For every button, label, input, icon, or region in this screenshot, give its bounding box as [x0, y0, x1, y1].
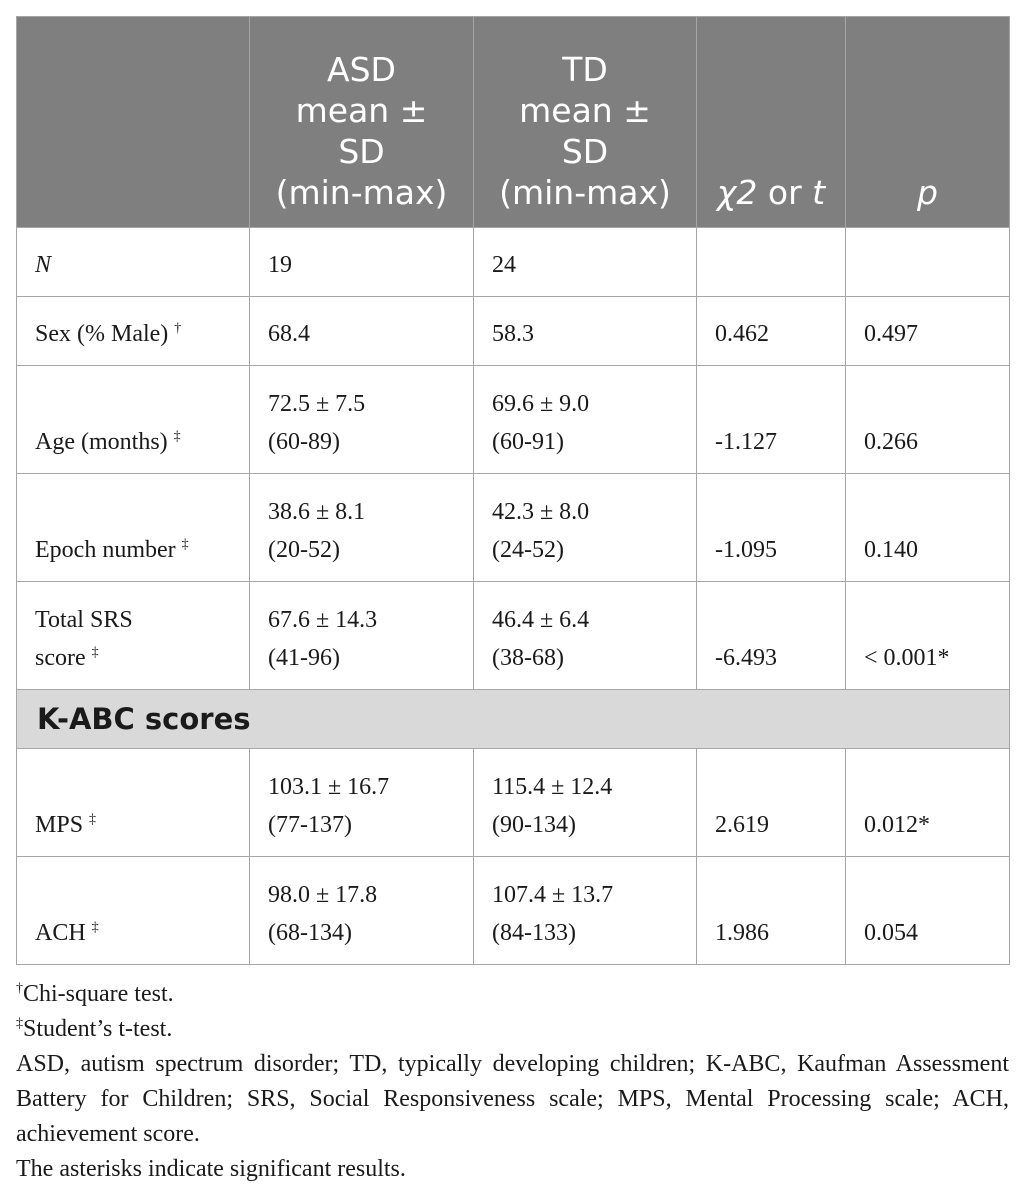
asd-range: (60-89) — [268, 429, 340, 455]
asd-range: (20-52) — [268, 537, 340, 563]
footnote-abbreviations: ASD, autism spectrum disorder; TD, typically developing children; K-ABC, Kaufman Assessment Battery for Children; SRS, Social Responsiveness scale; MPS, Mental Processing scale; ACH, achievement score. — [16, 1051, 1009, 1147]
td-mean-sd: 46.4 ± 6.4 — [492, 607, 590, 633]
stat-cell: 0.462 — [697, 297, 846, 366]
stat-cell: -1.127 — [697, 366, 846, 474]
asd-mean-sd: 38.6 ± 8.1 — [268, 499, 366, 525]
row-label-line: score — [35, 645, 92, 671]
footnote-asterisks: The asterisks indicate significant results. — [16, 1156, 406, 1182]
header-td-line: mean ± — [519, 91, 651, 130]
row-label-text: Sex (% Male) — [35, 321, 175, 347]
stat-cell: 1.986 — [697, 857, 846, 965]
asd-mean-sd: 103.1 ± 16.7 — [268, 774, 390, 800]
row-label — [17, 857, 250, 965]
row-label-text: Age (months) — [35, 429, 174, 455]
td-value: 58.3 — [492, 321, 534, 347]
stat-cell: 2.619 — [697, 749, 846, 857]
header-td-line: (min-max) — [499, 173, 671, 212]
header-t: t — [812, 173, 826, 212]
footnote-marker: ‡ — [181, 537, 189, 552]
header-td — [474, 17, 697, 228]
row-label-text: MPS — [35, 812, 90, 838]
td-range: (90-134) — [492, 812, 576, 838]
asd-cell — [250, 297, 474, 366]
td-cell — [474, 582, 697, 690]
table-row — [17, 366, 1010, 474]
asd-range: (68-134) — [268, 920, 352, 946]
table-row — [17, 228, 1010, 297]
header-td-line: TD — [562, 50, 608, 89]
footnote-text: Chi-square test. — [23, 981, 174, 1007]
row-label — [17, 228, 250, 297]
header-statistic — [697, 17, 846, 228]
td-cell — [474, 297, 697, 366]
row-label — [17, 366, 250, 474]
td-mean-sd: 42.3 ± 8.0 — [492, 499, 590, 525]
p-cell: 0.266 — [846, 366, 1010, 474]
td-range: (24-52) — [492, 537, 564, 563]
td-range: (38-68) — [492, 645, 564, 671]
header-row — [17, 17, 1010, 228]
table-row — [17, 582, 1010, 690]
row-label — [17, 749, 250, 857]
table-row — [17, 857, 1010, 965]
header-p-value — [846, 17, 1010, 228]
header-asd — [250, 17, 474, 228]
row-label — [17, 474, 250, 582]
asd-cell — [250, 582, 474, 690]
p-cell: < 0.001* — [846, 582, 1010, 690]
p-cell: 0.140 — [846, 474, 1010, 582]
td-cell — [474, 474, 697, 582]
footnote-marker: ‡ — [173, 429, 181, 444]
section-row — [17, 690, 1010, 749]
td-mean-sd: 115.4 ± 12.4 — [492, 774, 613, 800]
td-cell — [474, 366, 697, 474]
header-p: p — [917, 173, 938, 212]
asd-value: 68.4 — [268, 321, 310, 347]
header-or: or — [757, 173, 813, 212]
header-empty — [17, 17, 250, 228]
asd-value: 19 — [268, 252, 292, 278]
demographics-table — [16, 16, 1010, 965]
stat-cell: -1.095 — [697, 474, 846, 582]
td-range: (84-133) — [492, 920, 576, 946]
footnote-marker: ‡ — [91, 645, 99, 660]
td-value: 24 — [492, 252, 516, 278]
row-label-text: N — [35, 252, 52, 278]
row-label-text: ACH — [35, 920, 92, 946]
td-cell — [474, 228, 697, 297]
td-mean-sd: 69.6 ± 9.0 — [492, 391, 590, 417]
footnote-marker: † — [174, 321, 182, 336]
asd-mean-sd: 72.5 ± 7.5 — [268, 391, 366, 417]
row-label — [17, 582, 250, 690]
stat-cell — [697, 228, 846, 297]
footnote-marker: ‡ — [89, 812, 97, 827]
section-heading: K-ABC scores — [17, 690, 1010, 749]
footnote-t-test — [16, 1012, 1009, 1047]
table-row — [17, 297, 1010, 366]
asd-cell — [250, 228, 474, 297]
header-asd-line: mean ± — [295, 91, 428, 130]
asd-cell — [250, 474, 474, 582]
asd-mean-sd: 98.0 ± 17.8 — [268, 882, 378, 908]
td-mean-sd: 107.4 ± 13.7 — [492, 882, 614, 908]
row-label-text: Epoch number — [35, 537, 182, 563]
table-container — [16, 16, 1009, 1187]
table-row — [17, 474, 1010, 582]
footnote-marker: † — [16, 981, 23, 996]
td-cell — [474, 749, 697, 857]
footnote-marker: ‡ — [91, 920, 99, 935]
td-range: (60-91) — [492, 429, 564, 455]
table-footnotes — [16, 977, 1009, 1187]
td-cell — [474, 857, 697, 965]
asd-cell — [250, 366, 474, 474]
header-asd-line: (min-max) — [275, 173, 448, 212]
row-label — [17, 297, 250, 366]
row-label-line: Total SRS — [35, 607, 133, 633]
table-row — [17, 749, 1010, 857]
footnote-chi-square — [16, 977, 1009, 1012]
asd-cell — [250, 857, 474, 965]
p-cell: 0.012* — [846, 749, 1010, 857]
footnote-marker: ‡ — [16, 1016, 23, 1031]
header-chi2: χ2 — [716, 173, 758, 212]
header-asd-line: SD — [338, 132, 385, 171]
footnote-text: Student’s t-test. — [23, 1016, 173, 1042]
p-cell — [846, 228, 1010, 297]
p-cell: 0.497 — [846, 297, 1010, 366]
asd-cell — [250, 749, 474, 857]
p-cell: 0.054 — [846, 857, 1010, 965]
header-td-line: SD — [561, 132, 609, 171]
asd-range: (77-137) — [268, 812, 352, 838]
header-asd-line: ASD — [327, 50, 396, 89]
stat-cell: -6.493 — [697, 582, 846, 690]
asd-mean-sd: 67.6 ± 14.3 — [268, 607, 378, 633]
asd-range: (41-96) — [268, 645, 340, 671]
